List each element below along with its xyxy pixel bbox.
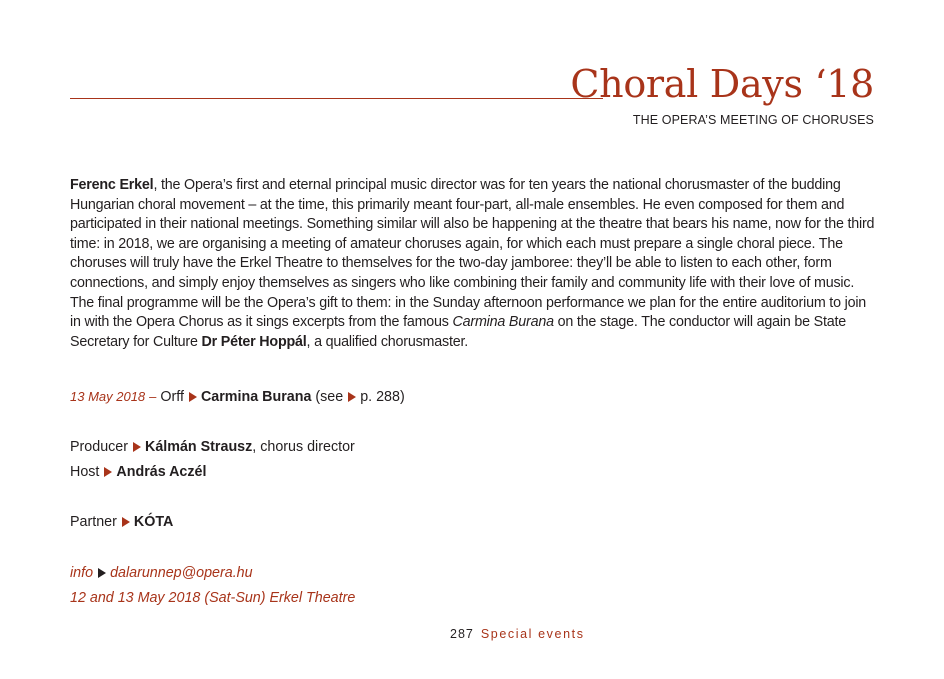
intro-text-2: on the stage. The conductor will again be State Secretary for Culture xyxy=(70,314,847,350)
page-number: 287 xyxy=(450,627,474,641)
work-title: Carmina Burana xyxy=(452,314,554,331)
page-footer xyxy=(450,627,585,641)
arrow-right-icon xyxy=(104,467,112,477)
arrow-right-icon xyxy=(189,392,197,402)
section-name: Special events xyxy=(480,627,585,641)
partner-line xyxy=(70,512,173,532)
event-dates-venue: 12 and 13 May 2018 (Sat-Sun) Erkel Theatre xyxy=(70,590,356,606)
arrow-right-icon xyxy=(98,568,106,578)
intro-text-1: , the Opera’s first and eternal principal music director was for ten years the national chorusmaster of the budding Hungarian choral movement – at the time, this primarily meant four-part, all-male ensembles. He even composed for them and participated in their national meetings. Something similar will also be happening at the theatre that bears his name, now for the third time: in 2018, we are organising a meeting of amateur choruses again, for which each must prepare a single choral piece. The choruses will truly have the Erkel Theatre to themselves for the two-day jamboree: they’ll be able to listen to each other, form connections, and simply enjoy themselves as singers who like combining their family and community life with their love of music. The final programme will be the Opera’s gift to them: in the Sunday afternoon performance we plan for the entire auditorium to join in with the Opera Chorus as it sings excerpts from the famous xyxy=(70,177,875,331)
conductor-name: Dr Péter Hoppál xyxy=(201,333,307,350)
arrow-right-icon xyxy=(348,392,356,402)
performance-line xyxy=(70,387,405,407)
intro-text-3: , a qualified chorusmaster. xyxy=(306,333,469,350)
partner-label: Partner xyxy=(70,514,117,530)
composer: Orff xyxy=(160,389,184,405)
info-label: info xyxy=(70,565,94,581)
host-line xyxy=(70,462,206,482)
header-rule xyxy=(70,98,603,99)
host-label: Host xyxy=(70,464,100,480)
arrow-right-icon xyxy=(133,442,141,452)
arrow-right-icon xyxy=(122,517,130,527)
contact-email[interactable]: dalarunnep@opera.hu xyxy=(110,565,253,581)
page-title: Choral Days ‘18 xyxy=(570,62,874,106)
performance-work: Carmina Burana xyxy=(200,389,312,405)
performance-dash: – xyxy=(149,389,157,404)
performance-date: 13 May 2018 xyxy=(70,389,146,404)
intro-paragraph xyxy=(70,176,880,352)
page-reference: p. 288) xyxy=(360,389,405,405)
host-name: András Aczél xyxy=(116,464,207,480)
producer-role: , chorus director xyxy=(252,439,355,455)
lead-name: Ferenc Erkel xyxy=(70,177,154,193)
partner-name: KÓTA xyxy=(133,514,174,530)
producer-label: Producer xyxy=(70,439,129,455)
contact-line xyxy=(70,563,253,583)
see-reference: (see xyxy=(315,389,344,405)
producer-name: Kálmán Strausz xyxy=(145,439,253,455)
page-subtitle: THE OPERA’S MEETING OF CHORUSES xyxy=(632,113,874,127)
producer-line xyxy=(70,437,355,457)
